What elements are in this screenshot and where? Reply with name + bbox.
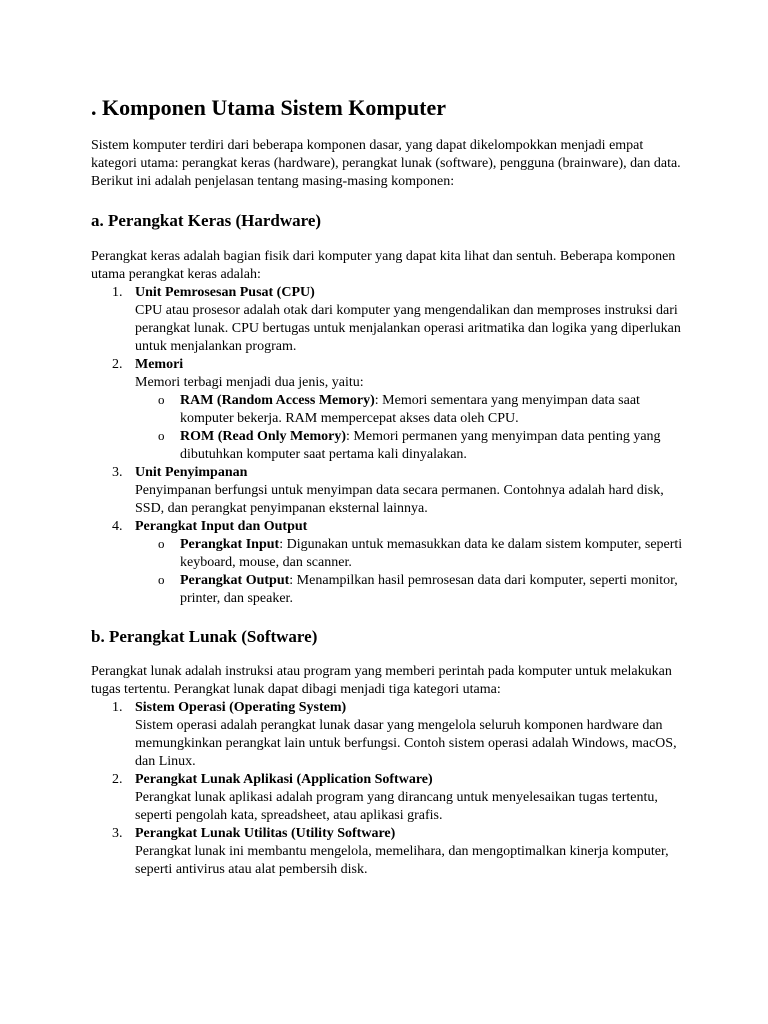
sub-list-item xyxy=(135,428,691,464)
item-description: Perangkat lunak aplikasi adalah program yang dirancang untuk menyelesaikan tugas tertentu, seperti pengolah kata, spreadsheet, atau aplikasi grafis. xyxy=(135,790,658,823)
hardware-list xyxy=(91,284,691,608)
section-a-intro: Perangkat keras adalah bagian fisik dari komputer yang dapat kita lihat dan sentuh. Beberapa komponen utama perangkat keras adalah: xyxy=(91,249,676,282)
list-number: 1. xyxy=(112,700,123,715)
intro-paragraph: Sistem komputer terdiri dari beberapa komponen dasar, yang dapat dikelompokkan menjadi empat kategori utama: perangkat keras (hardware), perangkat lunak (software), pengguna (brainware), dan data. Berikut ini adalah penjelasan tentang masing-masing komponen: xyxy=(91,138,681,189)
section-a-heading: a. Perangkat Keras (Hardware) xyxy=(91,211,322,230)
sub-list xyxy=(135,536,691,608)
bullet-icon: o xyxy=(158,572,165,587)
sub-list-item xyxy=(135,572,691,608)
bullet-icon: o xyxy=(158,428,165,443)
software-list xyxy=(91,699,691,879)
item-title: Unit Pemrosesan Pusat (CPU) xyxy=(135,285,315,300)
item-title: Perangkat Input dan Output xyxy=(135,519,308,534)
sub-text: : Menampilkan hasil pemrosesan data dari komputer, seperti monitor, printer, dan speaker. xyxy=(180,573,678,606)
list-item xyxy=(91,284,691,356)
sub-list-item xyxy=(135,392,691,428)
item-title: Sistem Operasi (Operating System) xyxy=(135,700,347,715)
list-number: 2. xyxy=(112,357,123,372)
section-b-intro: Perangkat lunak adalah instruksi atau program yang memberi perintah pada komputer untuk melakukan tugas tertentu. Perangkat lunak dapat dibagi menjadi tiga kategori utama: xyxy=(91,664,672,697)
item-title: Perangkat Lunak Aplikasi (Application Software) xyxy=(135,772,433,787)
bullet-icon: o xyxy=(158,536,165,551)
list-item xyxy=(91,699,691,771)
list-number: 3. xyxy=(112,465,123,480)
sub-term: Perangkat Input xyxy=(180,537,280,552)
sub-term: ROM (Read Only Memory) xyxy=(180,429,347,444)
list-item xyxy=(91,518,691,608)
list-item xyxy=(91,464,691,518)
item-description: Penyimpanan berfungsi untuk menyimpan data secara permanen. Contohnya adalah hard disk, SSD, dan perangkat penyimpanan eksternal lainnya. xyxy=(135,483,664,516)
document-content xyxy=(91,94,691,879)
list-number: 2. xyxy=(112,772,123,787)
list-item xyxy=(91,771,691,825)
item-description: CPU atau prosesor adalah otak dari komputer yang mengendalikan dan memproses instruksi dari perangkat lunak. CPU bertugas untuk menjalankan operasi aritmatika dan logika yang diperlukan untuk menjalankan program. xyxy=(135,303,681,354)
item-title: Memori xyxy=(135,357,184,372)
sub-term: RAM (Random Access Memory) xyxy=(180,393,375,408)
list-number: 4. xyxy=(112,519,123,534)
list-item xyxy=(91,825,691,879)
sub-list-item xyxy=(135,536,691,572)
list-item xyxy=(91,356,691,464)
list-number: 1. xyxy=(112,285,123,300)
item-description: Sistem operasi adalah perangkat lunak dasar yang mengelola seluruh komponen hardware dan memungkinkan perangkat lain untuk berfungsi. Contoh sistem operasi adalah Windows, macOS, dan Linux. xyxy=(135,718,677,769)
sub-list xyxy=(135,392,691,464)
sub-term: Perangkat Output xyxy=(180,573,290,588)
item-title: Unit Penyimpanan xyxy=(135,465,248,480)
list-number: 3. xyxy=(112,826,123,841)
sub-text: : Digunakan untuk memasukkan data ke dalam sistem komputer, seperti keyboard, mouse, dan scanner. xyxy=(180,537,683,570)
sub-text: : Memori permanen yang menyimpan data penting yang dibutuhkan komputer saat pertama kali dinyalakan. xyxy=(180,429,661,462)
section-b-heading: b. Perangkat Lunak (Software) xyxy=(91,627,318,646)
item-title: Perangkat Lunak Utilitas (Utility Software) xyxy=(135,826,396,841)
sub-text: : Memori sementara yang menyimpan data saat komputer bekerja. RAM mempercepat akses data oleh CPU. xyxy=(180,393,640,426)
item-description: Memori terbagi menjadi dua jenis, yaitu: xyxy=(135,375,364,390)
item-description: Perangkat lunak ini membantu mengelola, memelihara, dan mengoptimalkan kinerja komputer, seperti antivirus atau alat pembersih disk. xyxy=(135,844,669,877)
bullet-icon: o xyxy=(158,392,165,407)
page-title: . Komponen Utama Sistem Komputer xyxy=(91,95,447,120)
